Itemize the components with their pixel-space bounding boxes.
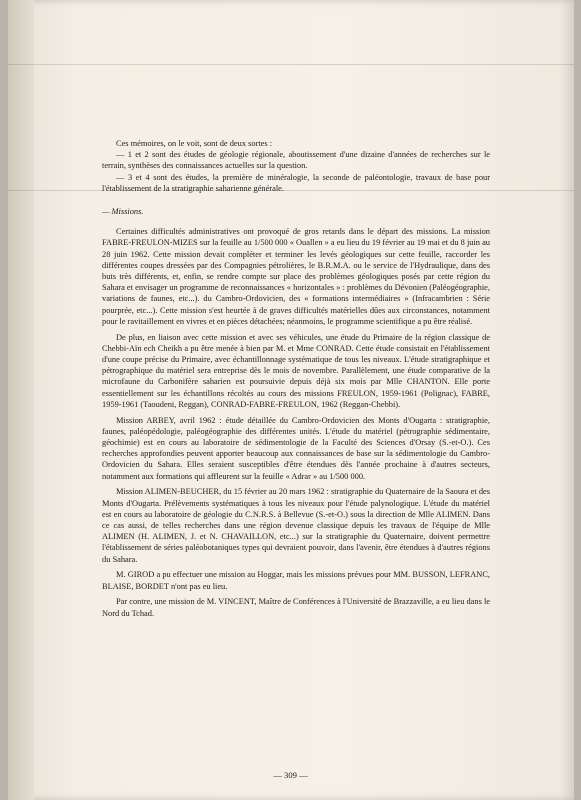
mission-paragraph-alimen: Mission ALIMEN-BEUCHER, du 15 février au 20 mars 1962 : stratigraphie du Quaternaire de la Saoura et des Monts d'Ougarta. Prélèvements systématiques à tous les niveaux pour l'étude palynologique. L'étude du matériel est en cours au laboratoire de géologie du C.N.R.S. à Bellevue (S.-et-O.) sous la direction de Mlle ALIMEN. Dans ce cas aussi, de telles recherches dans une région devenue classique depuis les travaux de l'équipe de Mlle ALIMEN (H. ALIMEN, J. et N. CHAVAILLON, etc...) sur la stratigraphie du Quaternaire, doivent permettre l'établissement de séries paléobotaniques types qui devraient pouvoir, dans l'avenir, être étendues à d'autres régions du Sahara. xyxy=(102,487,490,564)
mission-paragraph-conrad: De plus, en liaison avec cette mission et avec ses véhicules, une étude du Primaire de la région classique de Chebbi-Aïn ech Cheikh a pu être menée à bien par M. et Mme CONRAD. Cette étude consistait en l'établissement d'une coupe précise du Primaire, avec échantillonnage systématique de tous les niveaux. L'étude stratigraphique et pétrographique du matériel sera entreprise dès le mois de novembre. Parallèlement, une étude comparative de la microfaune du Carbonifère saharien est poursuivie depuis déjà six mois par Mlle CHANTON. Elle porte essentiellement sur les échantillons récoltés au cours des missions FREULON, 1959-1961 (Polignac), FABRE, 1959-1961 (Taoudeni, Reggan), CONRAD-FABRE-FREULON, 1962 (Reggan-Chebbi). xyxy=(102,332,490,409)
document-body xyxy=(102,138,490,623)
mission-paragraph-vincent: Par contre, une mission de M. VINCENT, Maître de Conférences à l'Université de Brazzaville, a eu lieu dans le Nord du Tchad. xyxy=(102,597,490,618)
intro-paragraph: Ces mémoires, on le voit, sont de deux sortes : xyxy=(116,139,273,148)
mission-paragraph-girod: M. GIROD a pu effectuer une mission au Hoggar, mais les missions prévues pour MM. BUSSON, LEFRANC, BLAISE, BORDET n'ont pas eu lieu. xyxy=(102,570,490,591)
page-number: — 309 — xyxy=(273,770,308,780)
memoir-item-1: — 1 et 2 sont des études de géologie régionale, aboutissement d'une dizaine d'années de recherches sur le terrain, synthèses des connaissances actuelles sur la question. xyxy=(102,150,490,171)
page-crease xyxy=(8,64,574,65)
page-binding xyxy=(8,0,34,800)
mission-paragraph-arbey: Mission ARBEY, avril 1962 : étude détaillée du Cambro-Ordovicien des Monts d'Ougarta : stratigraphie, faunes, paléopédologie, paléogéographie des différentes unités. L'étude du matériel (pétrographie sédimentaire, géochimie) est en cours au laboratoire de sédimentologie de la Faculté des Sciences d'Orsay (S.-et-O.). Ces recherches approfondies peuvent apporter beaucoup aux connaissances de base sur la sédimentologie du Cambro-Ordovicien du Sahara. Elles seraient susceptibles d'être étendues dès l'année prochaine à d'autres secteurs, notamment aux formations qui affleurent sur la feuille « Adrar » au 1/500 000. xyxy=(102,415,490,481)
mission-paragraph-fabre: Certaines difficultés administratives ont provoqué de gros retards dans le départ des missions. La mission FABRE-FREULON-MIZES sur la feuille au 1/500 000 « Ouallen » a eu lieu du 19 février au 19 mai et du 8 juin au 28 juin 1962. Cette mission devait compléter et terminer les levés géologiques sur cette feuille, raccorder les différentes coupes dressées par des Compagnies pétrolières, le B.R.M.A. ou le service de l'Hydraulique, dans des buts très différents, et, enfin, se rendre compte sur place des problèmes géologiques posés par cette région du Sahara et envisager un programme de reconnaissances « horizontales » : problèmes du Dévonien (Paléogéographie, variations de faunes, etc...). du Cambro-Ordovicien, des « formations intermédiaires » (Infracambrien : Série pourprée, etc...). Cette mission s'est heurtée à de graves difficultés matérielles dûes aux circonstances, notamment pour le ravitaillement en vivres et en pièces détachées; néanmoins, le programme scientifique a pu être réalisé. xyxy=(102,227,490,326)
memoir-item-2: — 3 et 4 sont des études, la première de minéralogie, la seconde de paléontologie, travaux de base pour l'établissement de la stratigraphie saharienne générale. xyxy=(102,172,490,193)
section-heading-missions: — Missions. xyxy=(102,207,144,217)
